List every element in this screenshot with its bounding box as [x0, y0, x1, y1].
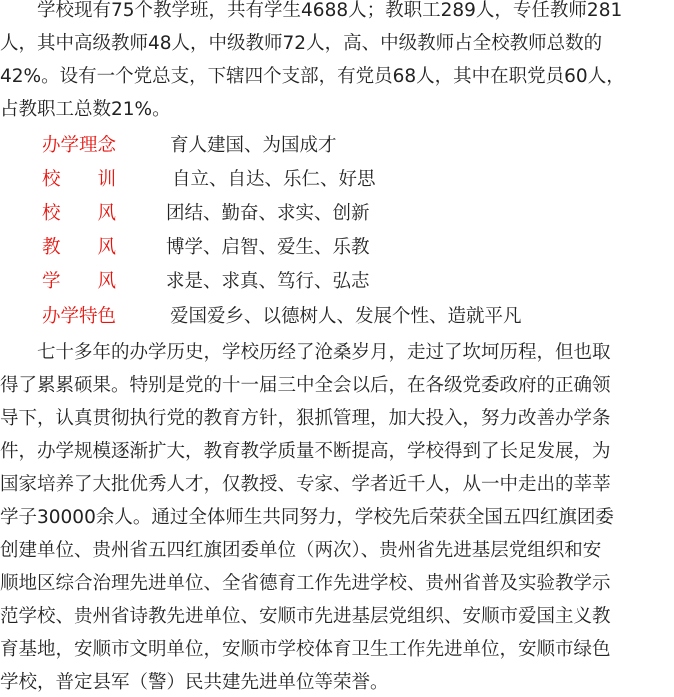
motto-row-philosophy: [0, 135, 674, 159]
motto-value: 团结、勤奋、求实、创新: [166, 203, 370, 224]
motto-row-school-ethos: [0, 203, 674, 227]
motto-label: 学 风: [42, 271, 117, 292]
paragraph-2-line-10: 育基地，安顺市文明单位，安顺市学校体育卫生工作先进单位，安顺市绿色: [0, 639, 611, 660]
paragraph-2-line-3: 导下，认真贯彻执行党的教育方针，狠抓管理，加大投入，努力改善办学条: [0, 408, 611, 429]
motto-value: 求是、求真、笃行、弘志: [166, 271, 370, 292]
motto-row-school-motto: [0, 169, 674, 193]
paragraph-1-line-4: 占教职工总数21%。: [0, 99, 171, 120]
motto-label: 办学特色: [42, 306, 117, 327]
paragraph-1-line-3: 42%。设有一个党总支，下辖四个支部，有党员68人，其中在职党员60人，: [0, 66, 625, 87]
motto-value: 爱国爱乡、以德树人、发展个性、造就平凡: [170, 306, 522, 327]
motto-row-teaching-ethos: [0, 237, 674, 261]
paragraph-2-line-9: 范学校、贵州省诗教先进单位、安顺市先进基层党组织、安顺市爱国主义教: [0, 606, 611, 627]
motto-value: 育人建国、为国成才: [170, 135, 337, 156]
paragraph-2-line-1: 七十多年的办学历史，学校历经了沧桑岁月，走过了坎坷历程，但也取: [0, 342, 611, 363]
motto-value: 自立、自达、乐仁、好思: [172, 169, 376, 190]
motto-row-school-features: [0, 306, 674, 330]
paragraph-2-line-6: 学子30000余人。通过全体师生共同努力，学校先后荣获全国五四红旗团委: [0, 507, 614, 528]
motto-label: 校 风: [42, 203, 117, 224]
paragraph-2-line-8: 顺地区综合治理先进单位、全省德育工作先进学校、贵州省普及实验教学示: [0, 573, 611, 594]
paragraph-1-line-1: 学校现有75个教学班，共有学生4688人；教职工289人，专任教师281: [0, 0, 623, 21]
motto-row-study-ethos: [0, 271, 674, 295]
paragraph-2-line-4: 件，办学规模逐渐扩大，教育教学质量不断提高，学校得到了长足发展，为: [0, 441, 611, 462]
paragraph-2-line-11: 学校，普定县军（警）民共建先进单位等荣誉。: [0, 672, 389, 693]
motto-label: 教 风: [42, 237, 117, 258]
paragraph-2-line-5: 国家培养了大批优秀人才，仅教授、专家、学者近千人，从一中走出的莘莘: [0, 474, 611, 495]
paragraph-2-line-2: 得了累累硕果。特别是党的十一届三中全会以后，在各级党委政府的正确领: [0, 375, 611, 396]
motto-label: 校 训: [42, 169, 117, 190]
paragraph-1-line-2: 人，其中高级教师48人，中级教师72人，高、中级教师占全校教师总数的: [0, 33, 603, 54]
motto-label: 办学理念: [42, 135, 117, 156]
motto-value: 博学、启智、爱生、乐教: [166, 237, 370, 258]
paragraph-2-line-7: 创建单位、贵州省五四红旗团委单位（两次）、贵州省先进基层党组织和安: [0, 540, 602, 561]
